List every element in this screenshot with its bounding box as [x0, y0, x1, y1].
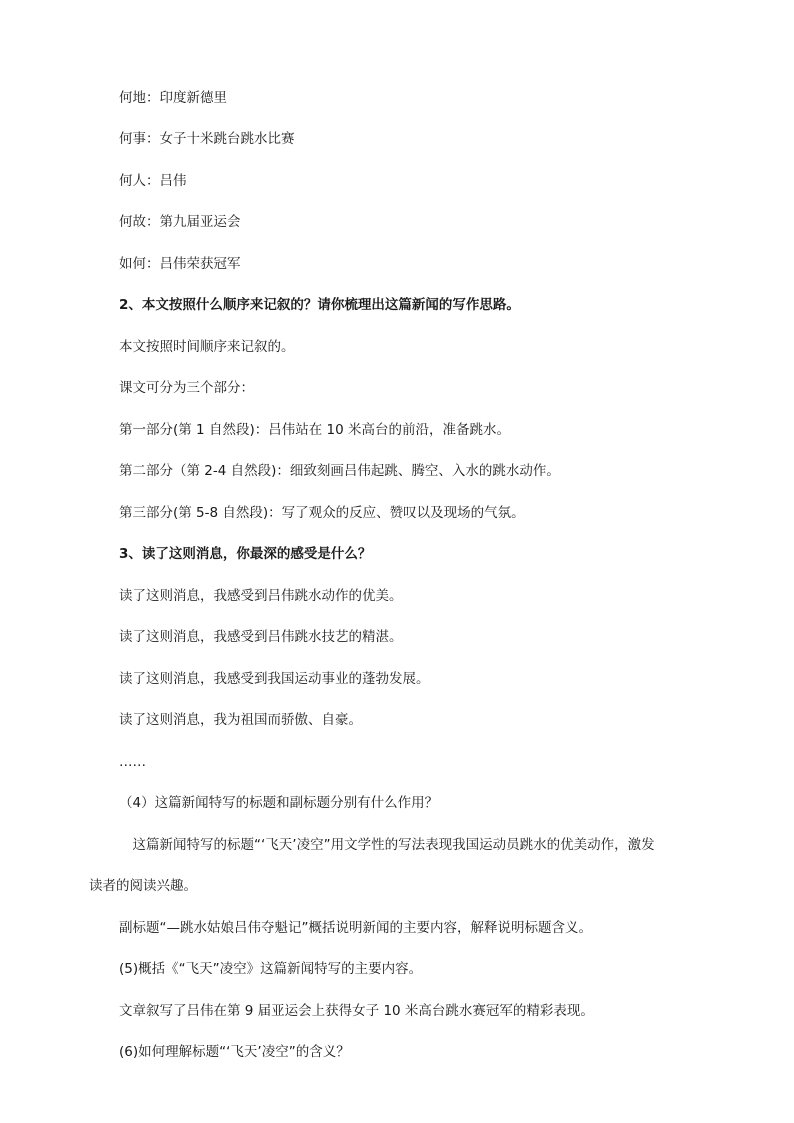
text-line-feeling-3: 读了这则消息，我感受到我国运动事业的蓬勃发展。 — [119, 671, 430, 687]
text-line-order: 本文按照时间顺序来记叙的。 — [119, 339, 295, 355]
text-line-why: 何故：第九届亚运会 — [119, 214, 241, 230]
question-5-heading: (5)概括《“飞天”凌空》这篇新闻特写的主要内容。 — [119, 961, 423, 977]
question-6-heading: (6)如何理解标题“‘飞天’凌空”的含义？ — [119, 1044, 350, 1060]
text-line-feeling-1: 读了这则消息，我感受到吕伟跳水动作的优美。 — [119, 588, 403, 604]
question-3-heading: 3、读了这则消息，你最深的感受是什么？ — [119, 546, 372, 562]
text-line-who: 何人：吕伟 — [119, 173, 187, 189]
text-line-part-1: 第一部分(第 1 自然段)：吕伟站在 10 米高台的前沿，准备跳水。 — [119, 422, 510, 438]
text-line-part-2: 第二部分（第 2-4 自然段)：细致刻画吕伟起跳、腾空、入水的跳水动作。 — [119, 463, 560, 479]
text-line-title-effect: 这篇新闻特写的标题“‘飞天’凌空”用文学性的写法表现我国运动员跳水的优美动作，激发 — [119, 837, 655, 853]
text-line-feeling-2: 读了这则消息，我感受到吕伟跳水技艺的精湛。 — [119, 629, 403, 645]
text-line-feeling-4: 读了这则消息，我为祖国而骄傲、自豪。 — [119, 712, 362, 728]
text-line-where: 何地：印度新德里 — [119, 90, 227, 106]
text-line-subtitle-effect: 副标题“—跳水姑娘吕伟夺魁记”概括说明新闻的主要内容，解释说明标题含义。 — [119, 920, 592, 936]
text-line-parts-intro: 课文可分为三个部分： — [119, 380, 254, 396]
question-2-heading: 2、本文按照什么顺序来记叙的？请你梳理出这篇新闻的写作思路。 — [119, 297, 520, 313]
text-line-what: 何事：女子十米跳台跳水比赛 — [119, 131, 295, 147]
text-line-part-3: 第三部分(第 5-8 自然段)：写了观众的反应、赞叹以及现场的气氛。 — [119, 505, 525, 521]
text-line-title-effect-cont: 读者的阅读兴趣。 — [89, 878, 197, 894]
question-4-heading: （4）这篇新闻特写的标题和副标题分别有什么作用？ — [119, 795, 439, 811]
text-line-how: 如何：吕伟荣获冠军 — [119, 256, 241, 272]
text-line-ellipsis: …… — [119, 754, 146, 770]
text-line-summary: 文章叙写了吕伟在第 9 届亚运会上获得女子 10 米高台跳水赛冠军的精彩表现。 — [119, 1003, 594, 1019]
